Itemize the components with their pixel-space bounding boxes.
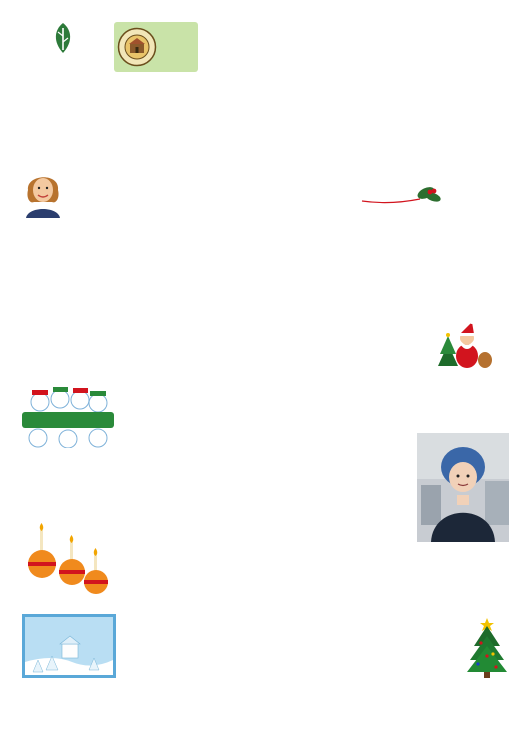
- holly-divider: [230, 306, 300, 322]
- christmas-party-banner: [20, 384, 116, 448]
- holly-divider: [230, 592, 300, 608]
- holly-border-top: [0, 0, 526, 14]
- holly-border-right: [512, 0, 526, 755]
- school-logo: [114, 22, 198, 72]
- winter-reading-challenge-card: [22, 614, 116, 678]
- headteacher-cartoon-icon: [22, 168, 64, 218]
- school-seal-icon: [117, 27, 157, 67]
- paragraph-1-line-2: [76, 195, 508, 207]
- cook-photo: [417, 433, 509, 542]
- ldlt-logo: [26, 22, 104, 72]
- christmas-tree-icon: [466, 616, 508, 678]
- holly-divider: [230, 496, 300, 512]
- thank-you-graphic: [360, 183, 442, 209]
- christingle-icon: [22, 520, 112, 598]
- leaf-icon: [52, 22, 74, 54]
- letterhead-logos: [26, 22, 198, 72]
- santa-icon: [436, 314, 494, 372]
- holly-divider: [230, 434, 300, 450]
- holly-border-left: [0, 0, 14, 755]
- holly-border-bottom: [0, 741, 526, 755]
- letter-page: [20, 18, 508, 740]
- holly-divider: [230, 364, 300, 380]
